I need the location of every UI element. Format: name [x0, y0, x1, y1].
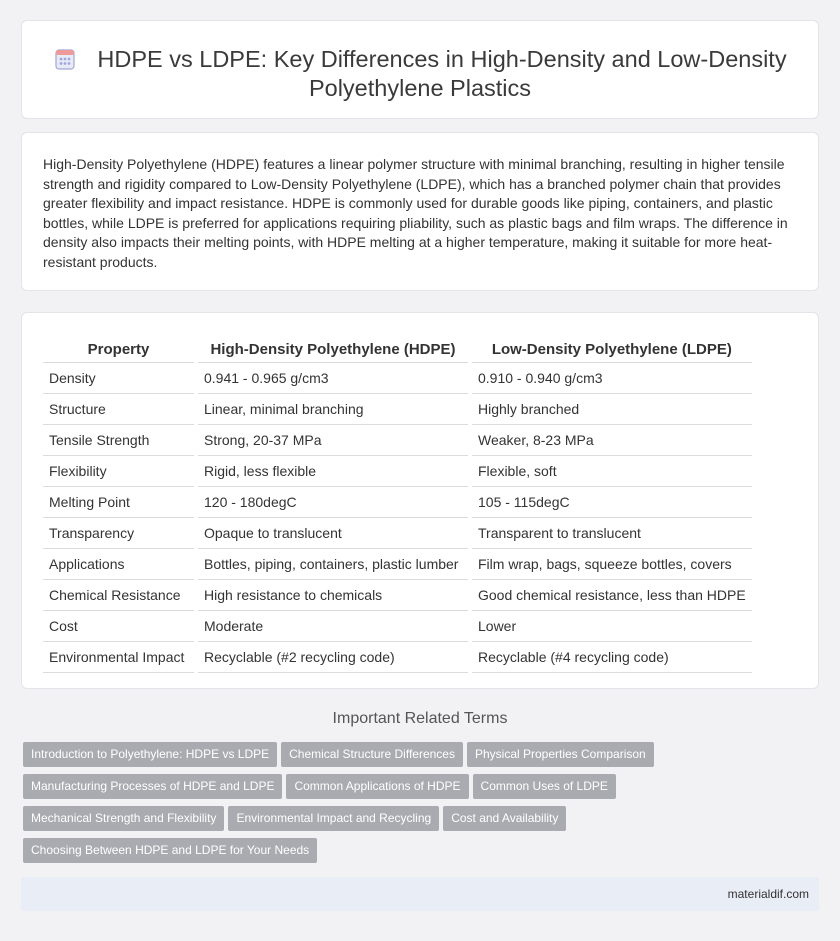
- related-terms-heading: Important Related Terms: [332, 710, 508, 727]
- table-row: [43, 455, 752, 486]
- related-term-tag[interactable]: Mechanical Strength and Flexibility: [23, 806, 224, 831]
- table-row: [43, 393, 752, 424]
- header-property: Property: [43, 332, 196, 362]
- table-row: [43, 548, 752, 579]
- related-term-tag[interactable]: Common Uses of LDPE: [473, 774, 616, 799]
- cell-ldpe: Recyclable (#4 recycling code): [470, 641, 752, 672]
- tag-row: [23, 806, 663, 838]
- cell-property: Cost: [43, 610, 196, 641]
- footer-site-link[interactable]: materialdif.com: [727, 887, 809, 901]
- cell-property: Chemical Resistance: [43, 579, 196, 610]
- related-term-tag[interactable]: Introduction to Polyethylene: HDPE vs LDPE: [23, 742, 277, 767]
- cell-property: Tensile Strength: [43, 424, 196, 455]
- table-row: [43, 362, 752, 393]
- cell-property: Structure: [43, 393, 196, 424]
- cell-hdpe: 120 - 180degC: [196, 486, 470, 517]
- title-line-1: HDPE vs LDPE: Key Differences in High-Density and Low-Density: [97, 46, 787, 72]
- related-term-tag[interactable]: Environmental Impact and Recycling: [228, 806, 439, 831]
- cell-hdpe: Rigid, less flexible: [196, 455, 470, 486]
- related-term-tag[interactable]: Cost and Availability: [443, 806, 566, 831]
- related-term-tag[interactable]: Chemical Structure Differences: [281, 742, 463, 767]
- title-line-2: Polyethylene Plastics: [308, 75, 532, 101]
- tag-row: [23, 742, 663, 774]
- cell-ldpe: Good chemical resistance, less than HDPE: [470, 579, 752, 610]
- comparison-card: [21, 312, 819, 689]
- cell-ldpe: 105 - 115degC: [470, 486, 752, 517]
- title-card: [21, 20, 819, 119]
- cell-property: Environmental Impact: [43, 641, 196, 672]
- comparison-table: [43, 332, 752, 673]
- cell-hdpe: 0.941 - 0.965 g/cm3: [196, 362, 470, 393]
- cell-hdpe: Moderate: [196, 610, 470, 641]
- table-row: [43, 610, 752, 641]
- tag-row: [23, 774, 663, 806]
- table-row: [43, 579, 752, 610]
- related-term-tag[interactable]: Common Applications of HDPE: [286, 774, 468, 799]
- cell-ldpe: Weaker, 8-23 MPa: [470, 424, 752, 455]
- cell-ldpe: 0.910 - 0.940 g/cm3: [470, 362, 752, 393]
- cell-hdpe: Linear, minimal branching: [196, 393, 470, 424]
- table-row: [43, 641, 752, 672]
- cell-property: Flexibility: [43, 455, 196, 486]
- page-title: [22, 45, 818, 103]
- related-term-tag[interactable]: Manufacturing Processes of HDPE and LDPE: [23, 774, 282, 799]
- footer: [21, 877, 819, 911]
- cell-hdpe: Strong, 20-37 MPa: [196, 424, 470, 455]
- cell-hdpe: Opaque to translucent: [196, 517, 470, 548]
- cell-hdpe: Bottles, piping, containers, plastic lumber: [196, 548, 470, 579]
- cell-ldpe: Transparent to translucent: [470, 517, 752, 548]
- intro-paragraph: High-Density Polyethylene (HDPE) features a linear polymer structure with minimal branching, resulting in higher tensile strength and rigidity compared to Low-Density Polyethylene (LDPE), which has a branched polymer chain that provides greater flexibility and impact resistance. HDPE is commonly used for durable goods like piping, containers, and plastic bottles, while LDPE is preferred for applications requiring pliability, such as plastic bags and film wraps. The difference in density also impacts their melting points, with HDPE melting at a higher temperature, making it suitable for more heat-resistant products.: [43, 156, 788, 270]
- cell-ldpe: Flexible, soft: [470, 455, 752, 486]
- calendar-grid-icon: [53, 47, 77, 71]
- intro-card: [21, 132, 819, 291]
- header-hdpe: High-Density Polyethylene (HDPE): [196, 332, 470, 362]
- related-term-tag[interactable]: Physical Properties Comparison: [467, 742, 654, 767]
- related-terms-list: [23, 742, 663, 870]
- cell-hdpe: High resistance to chemicals: [196, 579, 470, 610]
- header-ldpe: Low-Density Polyethylene (LDPE): [470, 332, 752, 362]
- related-term-tag[interactable]: Choosing Between HDPE and LDPE for Your Needs: [23, 838, 317, 863]
- table-row: [43, 424, 752, 455]
- cell-ldpe: Highly branched: [470, 393, 752, 424]
- cell-hdpe: Recyclable (#2 recycling code): [196, 641, 470, 672]
- tag-row: [23, 838, 663, 870]
- cell-property: Applications: [43, 548, 196, 579]
- cell-property: Density: [43, 362, 196, 393]
- cell-property: Transparency: [43, 517, 196, 548]
- cell-ldpe: Lower: [470, 610, 752, 641]
- table-header-row: [43, 332, 752, 362]
- cell-ldpe: Film wrap, bags, squeeze bottles, covers: [470, 548, 752, 579]
- cell-property: Melting Point: [43, 486, 196, 517]
- table-row: [43, 486, 752, 517]
- table-row: [43, 517, 752, 548]
